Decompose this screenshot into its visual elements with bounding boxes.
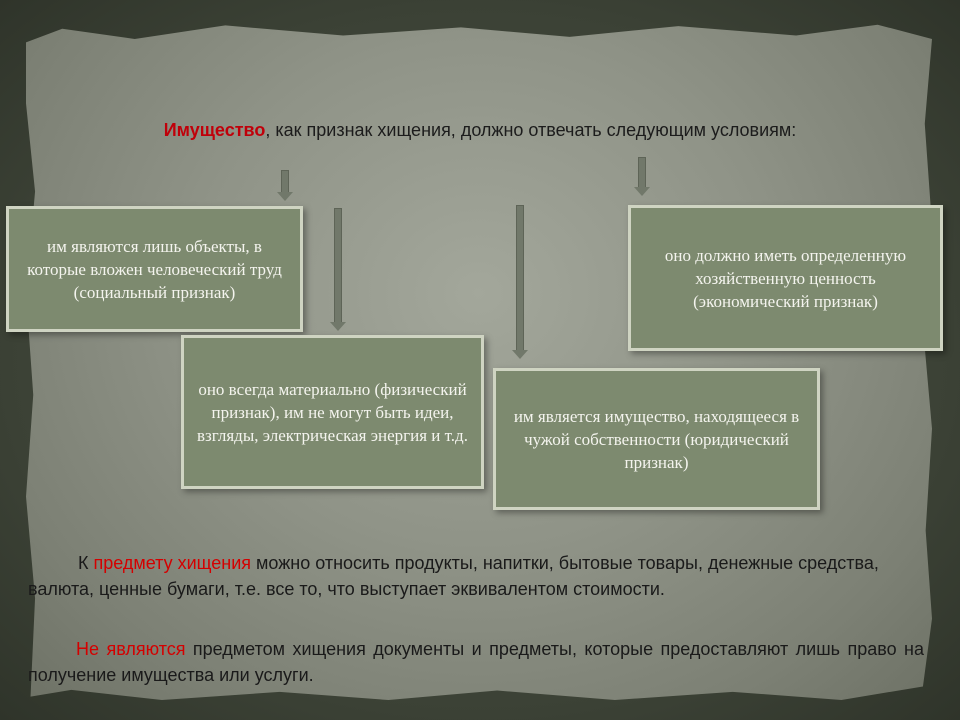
title-highlight: Имущество (163, 120, 266, 140)
arrow-to-social (281, 170, 289, 194)
condition-physical-text: оно всегда материально (физический признак), им не могут быть идеи, взгляды, электрическая энергия и т.д. (197, 379, 468, 445)
paragraph-subject-lead: К (78, 553, 94, 573)
paragraph-exclusion (28, 636, 924, 688)
paragraph-exclusion-highlight: Не являются (76, 639, 186, 659)
arrow-to-economic (638, 157, 646, 189)
condition-physical (181, 335, 484, 489)
condition-legal-text: им является имущество, находящееся в чужой собственности (юридический признак) (513, 406, 800, 472)
slide-title (90, 118, 870, 143)
condition-economic (628, 205, 943, 351)
arrow-to-legal (516, 205, 524, 352)
paragraph-subject (28, 550, 924, 602)
paragraph-subject-highlight: предмету хищения (93, 553, 252, 573)
condition-social-text: им являются лишь объекты, в которые вложен человеческий труд (социальный признак) (27, 236, 282, 302)
condition-social (6, 206, 303, 332)
condition-economic-text: оно должно иметь определенную хозяйственную ценность (экономический признак) (664, 245, 907, 311)
title-text: , как признак хищения, должно отвечать следующим условиям: (265, 120, 797, 140)
paragraph-exclusion-text: предметом хищения документы и предметы, которые предоставляют лишь право на получение имущества или услуги. (28, 639, 924, 685)
paragraph-subject-text: можно относить продукты, напитки, бытовые товары, денежные средства, валюта, ценные бумаги, т.е. все то, что выступает эквивалентом стоимости. (28, 553, 879, 599)
condition-legal (493, 368, 820, 510)
arrow-to-physical (334, 208, 342, 324)
